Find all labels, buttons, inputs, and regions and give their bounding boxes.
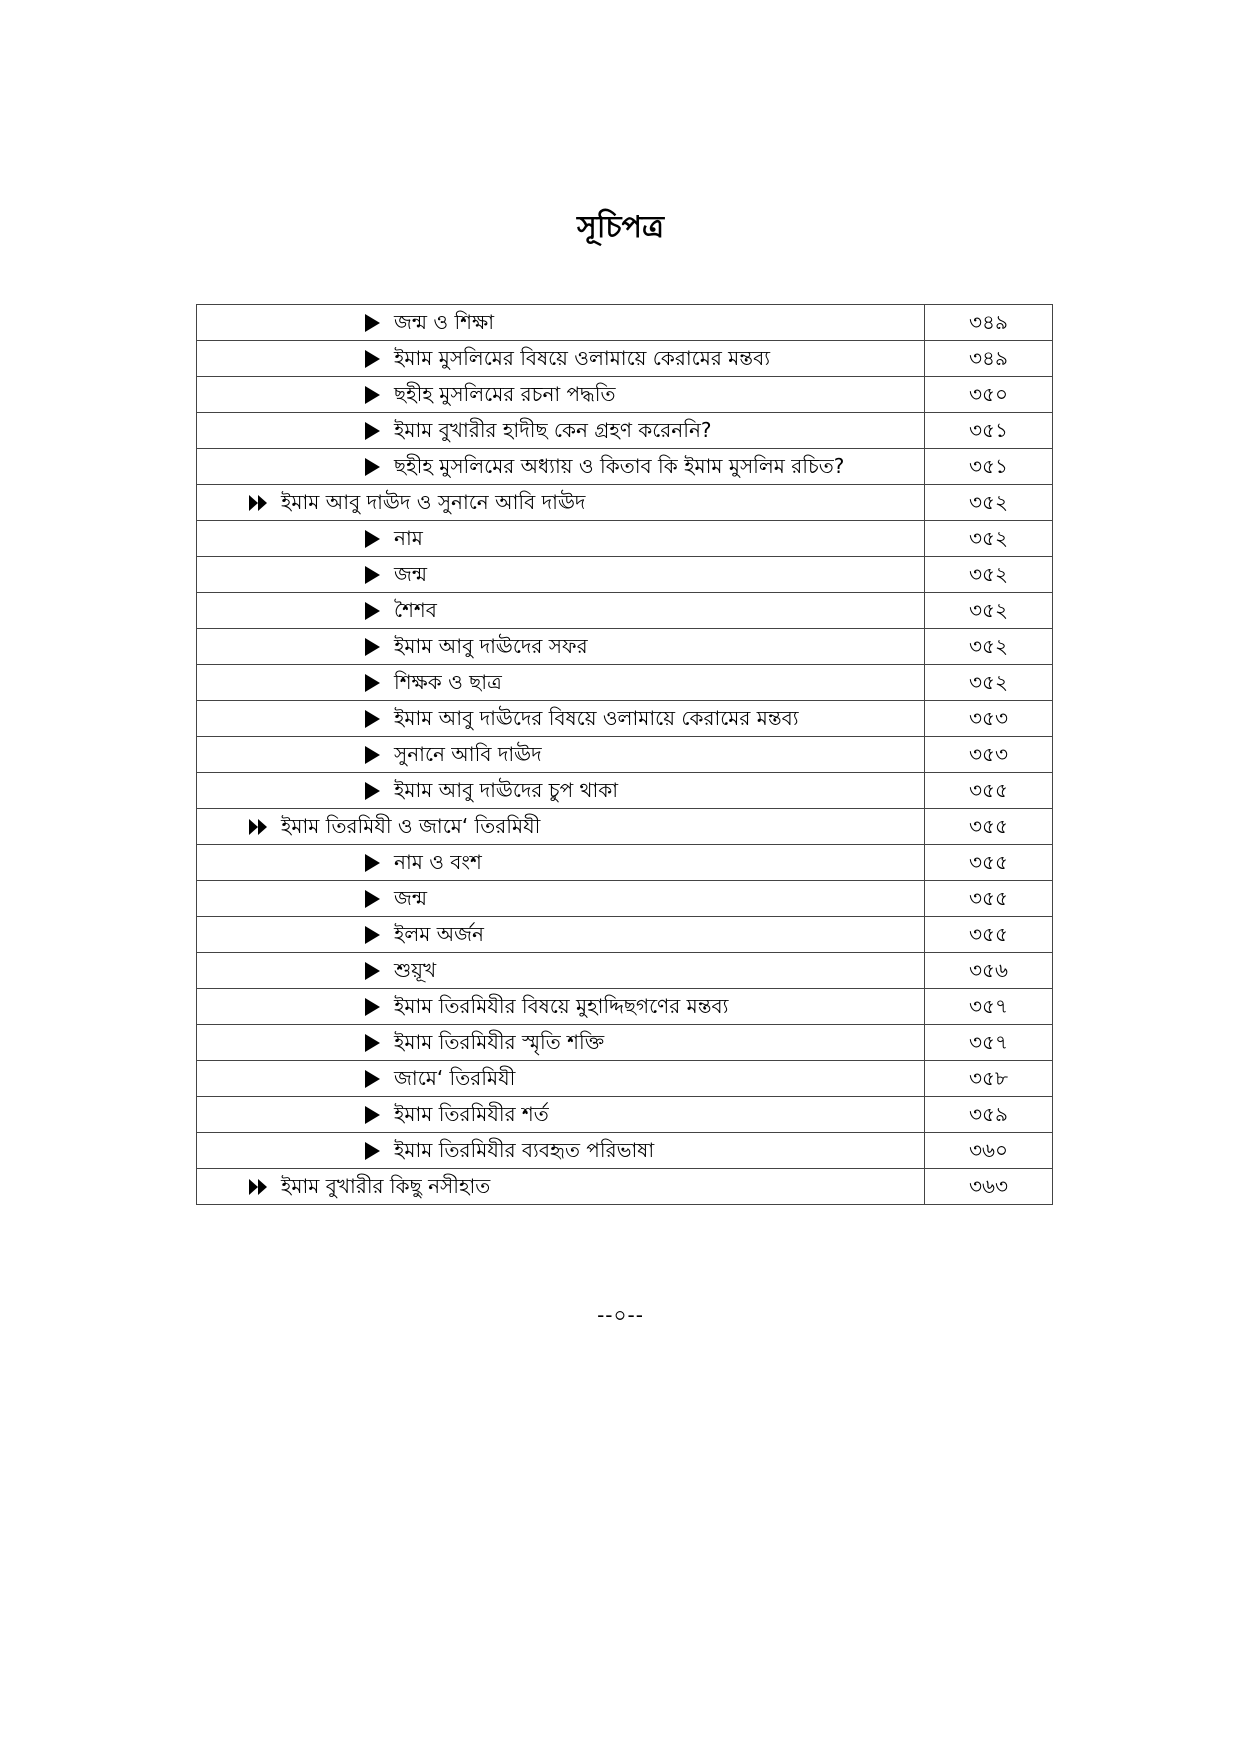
toc-page-number: ৩৫৫ [925, 917, 1053, 953]
toc-entry-cell [197, 1025, 925, 1061]
toc-entry-label: জামে‘ তিরমিযী [394, 1066, 516, 1090]
toc-entry [197, 989, 924, 1024]
toc-entry [197, 449, 924, 484]
toc-page-number: ৩৫৩ [925, 737, 1053, 773]
triangle-bullet-icon [365, 962, 380, 980]
toc-entry-label: ইমাম আবু দাঊদের চুপ থাকা [394, 778, 619, 802]
toc-entry [197, 701, 924, 736]
toc-entry-label: শৈশব [394, 598, 437, 622]
triangle-bullet-icon [365, 926, 380, 944]
toc-chapter-row [197, 809, 1053, 845]
toc-entry-label: ইমাম তিরমিযীর বিষয়ে মুহাদ্দিছগণের মন্তব্য [394, 994, 729, 1018]
triangle-bullet-icon [365, 530, 380, 548]
toc-page-number: ৩৫১ [925, 413, 1053, 449]
toc-section-row [197, 701, 1053, 737]
toc-entry [197, 557, 924, 592]
toc-entry-cell [197, 953, 925, 989]
toc-entry-label: ইমাম আবু দাঊদ ও সুনানে আবি দাঊদ [281, 490, 586, 514]
toc-entry-cell [197, 773, 925, 809]
toc-section-row [197, 413, 1053, 449]
triangle-bullet-icon [365, 998, 380, 1016]
toc-entry [197, 521, 924, 556]
toc-entry-cell [197, 449, 925, 485]
toc-section-row [197, 593, 1053, 629]
toc-section-row [197, 449, 1053, 485]
toc-entry [197, 953, 924, 988]
toc-section-row [197, 1097, 1053, 1133]
toc-section-row [197, 341, 1053, 377]
toc-section-row [197, 1133, 1053, 1169]
toc-page-number: ৩৫৩ [925, 701, 1053, 737]
toc-page-number: ৩৫২ [925, 593, 1053, 629]
toc-entry-cell [197, 917, 925, 953]
toc-page-number: ৩৬০ [925, 1133, 1053, 1169]
toc-entry-cell [197, 305, 925, 341]
toc-page-number: ৩৫৬ [925, 953, 1053, 989]
toc-section-row [197, 989, 1053, 1025]
toc-page-number: ৩৫২ [925, 485, 1053, 521]
toc-page-number: ৩৫০ [925, 377, 1053, 413]
toc-entry [197, 377, 924, 412]
toc-page-number: ৩৫৮ [925, 1061, 1053, 1097]
toc-entry-cell [197, 413, 925, 449]
double-triangle-bullet-icon [249, 495, 267, 511]
toc-entry-label: ইমাম আবু দাঊদের বিষয়ে ওলামায়ে কেরামের মন্তব্য [394, 706, 799, 730]
toc-section-row [197, 773, 1053, 809]
toc-section-row [197, 557, 1053, 593]
toc-entry [197, 845, 924, 880]
double-triangle-bullet-icon [249, 819, 267, 835]
toc-entry [197, 665, 924, 700]
toc-entry [197, 809, 924, 844]
toc-entry [197, 413, 924, 448]
toc-page-number: ৩৫১ [925, 449, 1053, 485]
toc-entry-cell [197, 1133, 925, 1169]
toc-section-row [197, 1025, 1053, 1061]
toc-entry-cell [197, 521, 925, 557]
toc-entry [197, 593, 924, 628]
toc-page-number: ৩৫৫ [925, 881, 1053, 917]
triangle-bullet-icon [365, 566, 380, 584]
toc-entry-cell [197, 341, 925, 377]
toc-page-number: ৩৫২ [925, 557, 1053, 593]
toc-section-row [197, 845, 1053, 881]
toc-section-row [197, 377, 1053, 413]
toc-entry [197, 1133, 924, 1168]
toc-entry-cell [197, 881, 925, 917]
toc-entry-label: জন্ম ও শিক্ষা [394, 310, 495, 334]
toc-section-row [197, 521, 1053, 557]
toc-entry-label: ইমাম তিরমিযী ও জামে‘ তিরমিযী [281, 814, 541, 838]
toc-body [197, 305, 1053, 1205]
toc-entry [197, 917, 924, 952]
triangle-bullet-icon [365, 710, 380, 728]
toc-entry [197, 773, 924, 808]
toc-page-number: ৩৫২ [925, 521, 1053, 557]
toc-entry-cell [197, 1061, 925, 1097]
triangle-bullet-icon [365, 350, 380, 368]
toc-entry-cell [197, 665, 925, 701]
toc-entry [197, 341, 924, 376]
toc-entry-label: ইমাম তিরমিযীর শর্ত [394, 1102, 549, 1126]
toc-page-number: ৩৫৭ [925, 989, 1053, 1025]
toc-entry-label: সুনানে আবি দাঊদ [394, 742, 542, 766]
toc-entry-label: ইমাম মুসলিমের বিষয়ে ওলামায়ে কেরামের মন্তব্য [394, 346, 771, 370]
double-triangle-bullet-icon [249, 1179, 267, 1195]
page-footer: --০-- [597, 1303, 644, 1327]
toc-entry-cell [197, 557, 925, 593]
triangle-bullet-icon [365, 602, 380, 620]
toc-entry-label: ইমাম বুখারীর হাদীছ কেন গ্রহণ করেননি? [394, 418, 712, 442]
triangle-bullet-icon [365, 422, 380, 440]
toc-entry [197, 1169, 924, 1204]
toc-entry-label: নাম [394, 526, 423, 550]
toc-entry-label: ছহীহ মুসলিমের রচনা পদ্ধতি [394, 382, 616, 406]
toc-table [196, 304, 1053, 1205]
triangle-bullet-icon [365, 1034, 380, 1052]
toc-entry [197, 629, 924, 664]
toc-entry-label: জন্ম [394, 886, 428, 910]
toc-entry [197, 1061, 924, 1096]
toc-page-number: ৩৪৯ [925, 305, 1053, 341]
triangle-bullet-icon [365, 314, 380, 332]
triangle-bullet-icon [365, 746, 380, 764]
triangle-bullet-icon [365, 638, 380, 656]
triangle-bullet-icon [365, 782, 380, 800]
toc-section-row [197, 737, 1053, 773]
toc-page-number: ৩৫২ [925, 665, 1053, 701]
page-title: সূচিপত্র [577, 210, 664, 245]
toc-entry-label: ইমাম তিরমিযীর স্মৃতি শক্তি [394, 1030, 605, 1054]
triangle-bullet-icon [365, 458, 380, 476]
toc-entry-cell [197, 1097, 925, 1133]
toc-chapter-row [197, 485, 1053, 521]
toc-entry-cell [197, 737, 925, 773]
triangle-bullet-icon [365, 1070, 380, 1088]
toc-entry [197, 485, 924, 520]
toc-chapter-row [197, 1169, 1053, 1205]
triangle-bullet-icon [365, 890, 380, 908]
toc-page-number: ৩৫২ [925, 629, 1053, 665]
toc-entry-label: ইমাম আবু দাঊদের সফর [394, 634, 588, 658]
toc-section-row [197, 1061, 1053, 1097]
toc-entry-cell [197, 701, 925, 737]
toc-entry [197, 305, 924, 340]
toc-page-number: ৩৫৭ [925, 1025, 1053, 1061]
toc-section-row [197, 953, 1053, 989]
toc-section-row [197, 917, 1053, 953]
toc-page-number: ৩৫৫ [925, 809, 1053, 845]
toc-entry-cell [197, 485, 925, 521]
toc-section-row [197, 629, 1053, 665]
triangle-bullet-icon [365, 1142, 380, 1160]
toc-entry [197, 737, 924, 772]
toc-entry-label: ইলম অর্জন [394, 922, 484, 946]
toc-entry-cell [197, 593, 925, 629]
triangle-bullet-icon [365, 854, 380, 872]
toc-entry-label: নাম ও বংশ [394, 850, 482, 874]
toc-entry-label: ইমাম তিরমিযীর ব্যবহৃত পরিভাষা [394, 1138, 655, 1162]
toc-entry-label: শিক্ষক ও ছাত্র [394, 670, 502, 694]
toc-entry-cell [197, 1169, 925, 1205]
triangle-bullet-icon [365, 386, 380, 404]
toc-entry [197, 1025, 924, 1060]
toc-page-number: ৩৪৯ [925, 341, 1053, 377]
toc-section-row [197, 665, 1053, 701]
toc-entry-cell [197, 809, 925, 845]
toc-entry [197, 1097, 924, 1132]
toc-entry-label: জন্ম [394, 562, 428, 586]
toc-entry-cell [197, 845, 925, 881]
toc-entry-label: শুয়ূখ [394, 958, 437, 982]
toc-entry-cell [197, 377, 925, 413]
toc-entry-cell [197, 989, 925, 1025]
toc-page-number: ৩৫৯ [925, 1097, 1053, 1133]
toc-entry-label: ছহীহ মুসলিমের অধ্যায় ও কিতাব কি ইমাম মুসলিম রচিত? [394, 454, 845, 478]
toc-page-number: ৩৫৫ [925, 773, 1053, 809]
toc-entry [197, 881, 924, 916]
toc-section-row [197, 881, 1053, 917]
triangle-bullet-icon [365, 674, 380, 692]
toc-page-number: ৩৬৩ [925, 1169, 1053, 1205]
toc-section-row [197, 305, 1053, 341]
toc-entry-cell [197, 629, 925, 665]
toc-entry-label: ইমাম বুখারীর কিছু নসীহাত [281, 1174, 491, 1198]
triangle-bullet-icon [365, 1106, 380, 1124]
toc-page-number: ৩৫৫ [925, 845, 1053, 881]
